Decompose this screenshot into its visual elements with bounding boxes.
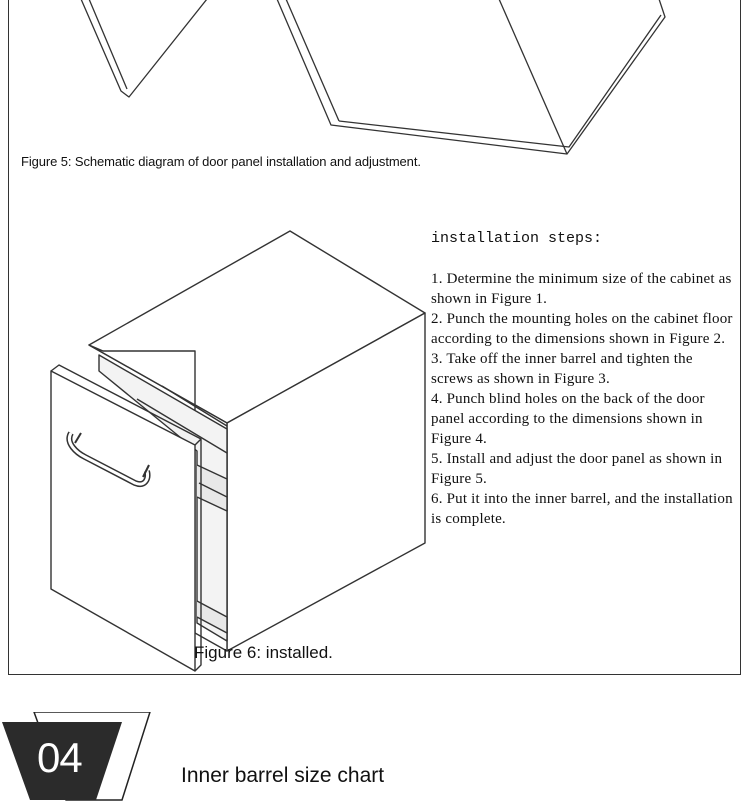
- installation-steps: [431, 229, 736, 529]
- figure6-drawing: [37, 221, 432, 673]
- installation-steps-list: [431, 269, 736, 529]
- installation-step: 4. Punch blind holes on the back of the door panel according to the dimensions shown in Figure 4.: [431, 391, 705, 447]
- installation-step: 3. Take off the inner barrel and tighten the screws as shown in Figure 3.: [431, 351, 693, 387]
- installation-steps-title: installation steps:: [431, 230, 603, 247]
- figure5-caption: Figure 5: Schematic diagram of door panel installation and adjustment.: [21, 154, 421, 169]
- installation-step: 6. Put it into the inner barrel, and the installation is complete.: [431, 491, 733, 527]
- section-header: [0, 690, 750, 800]
- section-title: Inner barrel size chart: [181, 764, 385, 787]
- figure6-caption: Figure 6: installed.: [194, 643, 333, 662]
- installation-step: 1. Determine the minimum size of the cabinet as shown in Figure 1.: [431, 271, 732, 307]
- installation-step: 5. Install and adjust the door panel as shown in Figure 5.: [431, 451, 723, 487]
- instruction-panel: [8, 0, 741, 675]
- figure5-drawing: [9, 0, 741, 159]
- section-number: 04: [37, 734, 82, 781]
- installation-step: 2. Punch the mounting holes on the cabinet floor according to the dimensions shown in Figure 2.: [431, 311, 733, 347]
